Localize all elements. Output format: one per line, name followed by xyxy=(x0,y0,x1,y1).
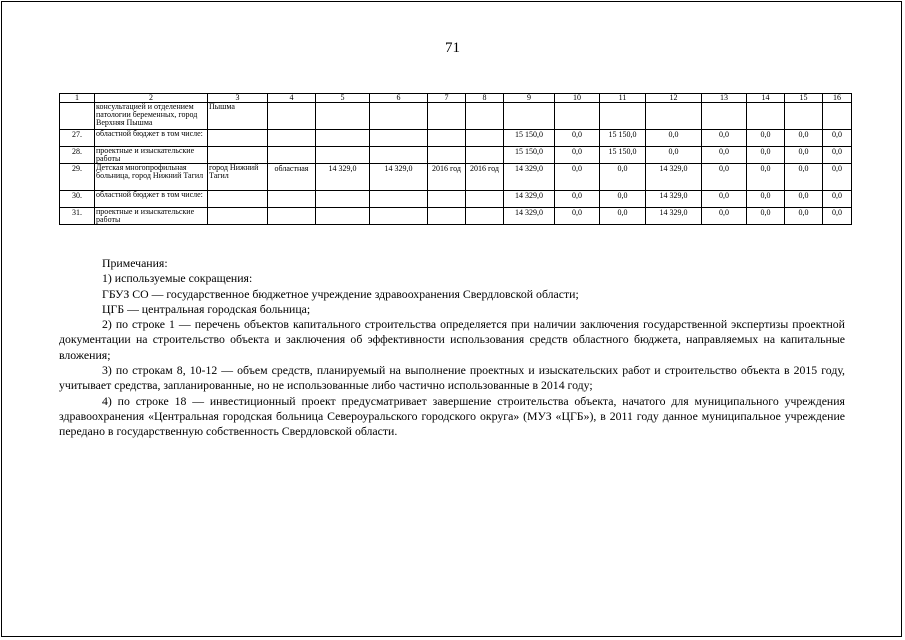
table-cell: 0,0 xyxy=(747,164,785,191)
table-cell xyxy=(466,191,504,208)
table-cell xyxy=(466,103,504,130)
table-cell: 0,0 xyxy=(555,164,600,191)
budget-table xyxy=(59,93,852,225)
table-cell: 0,0 xyxy=(600,191,646,208)
table-cell: Детская многопрофильная больница, город Нижний Тагил xyxy=(95,164,208,191)
table-cell xyxy=(268,208,316,225)
table-row xyxy=(60,164,852,191)
table-cell: 0,0 xyxy=(747,147,785,164)
table-cell xyxy=(428,130,466,147)
table-cell: 0,0 xyxy=(702,130,747,147)
column-header: 8 xyxy=(466,94,504,103)
page-number: 71 xyxy=(445,40,460,56)
table-cell xyxy=(370,130,428,147)
column-header: 3 xyxy=(208,94,268,103)
table-cell: 14 329,0 xyxy=(504,191,555,208)
table-cell: 15 150,0 xyxy=(504,147,555,164)
table-cell: 15 150,0 xyxy=(504,130,555,147)
column-header: 6 xyxy=(370,94,428,103)
table-cell: 31. xyxy=(60,208,95,225)
table-cell: 0,0 xyxy=(702,191,747,208)
column-header: 2 xyxy=(95,94,208,103)
table-cell: 0,0 xyxy=(747,191,785,208)
column-header: 16 xyxy=(823,94,852,103)
table-cell: 0,0 xyxy=(823,130,852,147)
table-cell: 0,0 xyxy=(785,130,823,147)
note-abbreviations-intro: 1) используемые сокращения: xyxy=(102,271,253,286)
table-cell: 0,0 xyxy=(646,130,702,147)
table-cell: 0,0 xyxy=(747,208,785,225)
table-cell xyxy=(466,130,504,147)
table-cell xyxy=(208,191,268,208)
table-cell: 14 329,0 xyxy=(370,164,428,191)
column-header: 9 xyxy=(504,94,555,103)
column-header: 1 xyxy=(60,94,95,103)
table-cell: 0,0 xyxy=(823,147,852,164)
table-cell xyxy=(208,147,268,164)
table-cell xyxy=(316,130,370,147)
table-cell: 0,0 xyxy=(823,164,852,191)
note-2: 2) по строке 1 — перечень объектов капитального строительства определяется при наличии заключения государственной экспертизы проектной документации на строительство объекта и заключения об эффективности использования средств областного бюджета, направляемых на капитальные вложения; xyxy=(59,317,845,362)
table-cell: 0,0 xyxy=(823,191,852,208)
table-cell xyxy=(268,191,316,208)
table-cell xyxy=(316,191,370,208)
table-cell xyxy=(428,208,466,225)
table-row xyxy=(60,147,852,164)
table-cell: 0,0 xyxy=(555,208,600,225)
note-abbr-cgb: ЦГБ — центральная городская больница; xyxy=(102,301,311,316)
table-cell: 0,0 xyxy=(785,164,823,191)
column-header: 10 xyxy=(555,94,600,103)
table-cell: 0,0 xyxy=(785,147,823,164)
table-cell xyxy=(823,103,852,130)
table-cell: Пышма xyxy=(208,103,268,130)
table-cell xyxy=(370,191,428,208)
table-cell: 14 329,0 xyxy=(316,164,370,191)
table-cell xyxy=(268,130,316,147)
notes-section xyxy=(59,256,845,440)
table-row xyxy=(60,208,852,225)
table-row xyxy=(60,130,852,147)
table-cell xyxy=(747,103,785,130)
table-cell xyxy=(208,130,268,147)
table-cell xyxy=(208,208,268,225)
table-cell xyxy=(600,103,646,130)
table-cell: 2016 год xyxy=(466,164,504,191)
table-cell: 14 329,0 xyxy=(646,164,702,191)
table-cell: 0,0 xyxy=(600,208,646,225)
table-cell: консультацией и отделением патологии беременных, город Верхняя Пышма xyxy=(95,103,208,130)
table-cell: проектные и изыскательские работы xyxy=(95,208,208,225)
table-row xyxy=(60,103,852,130)
table-cell: 15 150,0 xyxy=(600,147,646,164)
table-cell xyxy=(466,147,504,164)
table-cell: 14 329,0 xyxy=(646,208,702,225)
table-cell: 0,0 xyxy=(702,147,747,164)
column-header: 14 xyxy=(747,94,785,103)
column-header: 11 xyxy=(600,94,646,103)
table-cell xyxy=(370,103,428,130)
note-3: 3) по строкам 8, 10-12 — объем средств, планируемый на выполнение проектных и изыскательских работ и строительство объекта в 2015 году, учитывает средства, запланированные, но не использованные либо частично использованные в 2014 году; xyxy=(59,363,845,393)
column-header: 13 xyxy=(702,94,747,103)
table-cell: областной бюджет в том числе: xyxy=(95,191,208,208)
notes-heading: Примечания: xyxy=(102,256,168,270)
table-cell xyxy=(316,103,370,130)
table-cell xyxy=(316,208,370,225)
table-cell xyxy=(785,103,823,130)
table-cell: 0,0 xyxy=(785,208,823,225)
table-header-row xyxy=(60,94,852,103)
table-cell xyxy=(268,147,316,164)
table-cell xyxy=(504,103,555,130)
table-cell xyxy=(428,191,466,208)
column-header: 4 xyxy=(268,94,316,103)
table-cell xyxy=(646,103,702,130)
table-cell: 0,0 xyxy=(823,208,852,225)
table-cell xyxy=(60,103,95,130)
table-cell: 0,0 xyxy=(555,147,600,164)
table-cell: 14 329,0 xyxy=(504,208,555,225)
column-header: 5 xyxy=(316,94,370,103)
table-cell: 15 150,0 xyxy=(600,130,646,147)
table-cell xyxy=(268,103,316,130)
table-cell: проектные и изыскательские работы xyxy=(95,147,208,164)
table-cell: 30. xyxy=(60,191,95,208)
table-cell: 0,0 xyxy=(555,191,600,208)
table-cell: 0,0 xyxy=(702,164,747,191)
table-cell: 0,0 xyxy=(555,130,600,147)
table-cell xyxy=(466,208,504,225)
table-cell: 0,0 xyxy=(702,208,747,225)
column-header: 7 xyxy=(428,94,466,103)
table-cell: 27. xyxy=(60,130,95,147)
table-cell xyxy=(428,103,466,130)
table-cell: 0,0 xyxy=(747,130,785,147)
table-cell: 0,0 xyxy=(600,164,646,191)
table-cell: 28. xyxy=(60,147,95,164)
table-row xyxy=(60,191,852,208)
table-cell: 0,0 xyxy=(646,147,702,164)
table-cell: 14 329,0 xyxy=(646,191,702,208)
note-4: 4) по строке 18 — инвестиционный проект предусматривает завершение строительства объекта, начатого для муниципального учреждения здравоохранения «Центральная городская больница Североуральского городского округа» (МУЗ «ЦГБ»), в 2011 году данное муниципальное учреждение передано в государственную собственность Свердловской области. xyxy=(59,393,845,439)
table-cell xyxy=(370,208,428,225)
table-cell: 0,0 xyxy=(785,191,823,208)
column-header: 15 xyxy=(785,94,823,103)
column-header: 12 xyxy=(646,94,702,103)
table-cell xyxy=(428,147,466,164)
table-cell: 14 329,0 xyxy=(504,164,555,191)
table-cell: город Нижний Тагил xyxy=(208,164,268,191)
table-cell xyxy=(370,147,428,164)
table-cell: областная xyxy=(268,164,316,191)
table-cell xyxy=(702,103,747,130)
note-abbr-gbuz: ГБУЗ СО — государственное бюджетное учреждение здравоохранения Свердловской области; xyxy=(102,286,579,301)
table-cell xyxy=(316,147,370,164)
table-cell: 2016 год xyxy=(428,164,466,191)
table-cell xyxy=(555,103,600,130)
table-cell: областной бюджет в том числе: xyxy=(95,130,208,147)
table-cell: 29. xyxy=(60,164,95,191)
